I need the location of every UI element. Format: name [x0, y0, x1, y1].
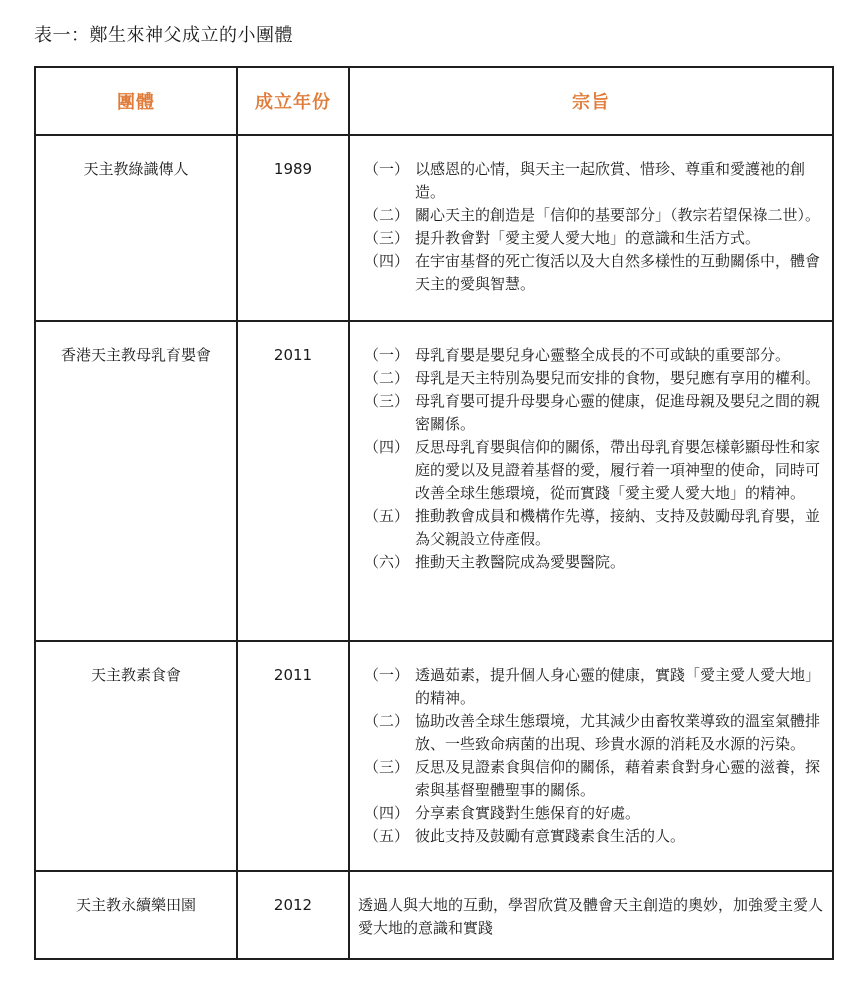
- item-number: （三）: [364, 392, 410, 410]
- item-text: 提升教會對「愛主愛人愛大地」的意識和生活方式。: [415, 229, 761, 247]
- item-number: （四）: [364, 438, 410, 456]
- item-number: （三）: [364, 758, 410, 776]
- table-row: [35, 641, 833, 871]
- item-number: （一）: [364, 666, 410, 684]
- org-name: 香港天主教母乳育嬰會: [35, 321, 237, 641]
- purpose-item: [364, 344, 826, 367]
- purpose-item: [364, 710, 826, 756]
- purpose-cell: [349, 641, 833, 871]
- item-number: （五）: [364, 507, 410, 525]
- item-text: 推動天主教醫院成為愛嬰醫院。: [415, 553, 626, 571]
- org-name: 天主教素食會: [35, 641, 237, 871]
- item-number: （二）: [364, 712, 410, 730]
- purpose-item: [364, 227, 826, 250]
- item-text: 反思母乳育嬰與信仰的關係，帶出母乳育嬰怎樣彰顯母性和家庭的愛以及見證着基督的愛，履行着一項神聖的使命，同時可改善全球生態環境，從而實踐「愛主愛人愛大地」的精神。: [415, 438, 821, 502]
- founding-year: 1989: [237, 135, 349, 321]
- founding-year: 2012: [237, 871, 349, 959]
- purpose-item: [364, 802, 826, 825]
- item-number: （五）: [364, 827, 410, 845]
- table-row: [35, 871, 833, 959]
- purpose-item: [364, 158, 826, 204]
- table-row: [35, 135, 833, 321]
- item-text: 推動教會成員和機構作先導，接納、支持及鼓勵母乳育嬰，並為父親設立侍產假。: [415, 507, 821, 548]
- purpose-item: [364, 664, 826, 710]
- founding-year: 2011: [237, 321, 349, 641]
- table-caption: 表一：鄭生來神父成立的小團體: [34, 25, 293, 46]
- purpose-item: [364, 551, 826, 574]
- item-number: （一）: [364, 160, 410, 178]
- table-row: [35, 321, 833, 641]
- founding-year: 2011: [237, 641, 349, 871]
- item-text: 母乳育嬰是嬰兒身心靈整全成長的不可或缺的重要部分。: [415, 346, 791, 364]
- item-number: （四）: [364, 804, 410, 822]
- item-text: 母乳是天主特別為嬰兒而安排的食物，嬰兒應有享用的權利。: [415, 369, 821, 387]
- purpose-item: [364, 250, 826, 296]
- item-text: 關心天主的創造是「信仰的基要部分」（教宗若望保祿二世）。: [415, 206, 821, 224]
- item-text: 協助改善全球生態環境，尤其減少由畜牧業導致的溫室氣體排放、一些致命病菌的出現、珍貴水源的消耗及水源的污染。: [415, 712, 821, 753]
- item-text: 分享素食實踐對生態保育的好處。: [415, 804, 641, 822]
- groups-table: [34, 66, 834, 960]
- purpose-cell: [349, 321, 833, 641]
- item-text: 以感恩的心情，與天主一起欣賞、惜珍、尊重和愛護祂的創造。: [415, 160, 806, 201]
- header-purpose: 宗旨: [349, 67, 833, 135]
- purpose-item: [364, 436, 826, 505]
- item-number: （六）: [364, 553, 410, 571]
- item-text: 母乳育嬰可提升母嬰身心靈的健康，促進母親及嬰兒之間的親密關係。: [415, 392, 821, 433]
- purpose-cell: [349, 871, 833, 959]
- item-number: （一）: [364, 346, 410, 364]
- header-org: 團體: [35, 67, 237, 135]
- org-name: 天主教綠識傳人: [35, 135, 237, 321]
- item-number: （二）: [364, 206, 410, 224]
- purpose-item: [364, 204, 826, 227]
- item-number: （二）: [364, 369, 410, 387]
- item-text: 在宇宙基督的死亡復活以及大自然多樣性的互動關係中，體會天主的愛與智慧。: [415, 252, 821, 293]
- purpose-item: [364, 505, 826, 551]
- purpose-text: 透過人與大地的互動，學習欣賞及體會天主創造的奧妙，加強愛主愛人愛大地的意識和實踐: [358, 896, 824, 937]
- header-year: 成立年份: [237, 67, 349, 135]
- purpose-item: [364, 756, 826, 802]
- header-row: [35, 67, 833, 135]
- item-number: （三）: [364, 229, 410, 247]
- item-text: 反思及見證素食與信仰的關係，藉着素食對身心靈的滋養，探索與基督聖體聖事的關係。: [415, 758, 821, 799]
- purpose-item: [364, 367, 826, 390]
- purpose-cell: [349, 135, 833, 321]
- item-text: 透過茹素，提升個人身心靈的健康，實踐「愛主愛人愛大地」的精神。: [415, 666, 821, 707]
- item-text: 彼此支持及鼓勵有意實踐素食生活的人。: [415, 827, 686, 845]
- org-name: 天主教永續樂田園: [35, 871, 237, 959]
- item-number: （四）: [364, 252, 410, 270]
- purpose-item: [364, 390, 826, 436]
- purpose-item: [364, 825, 826, 848]
